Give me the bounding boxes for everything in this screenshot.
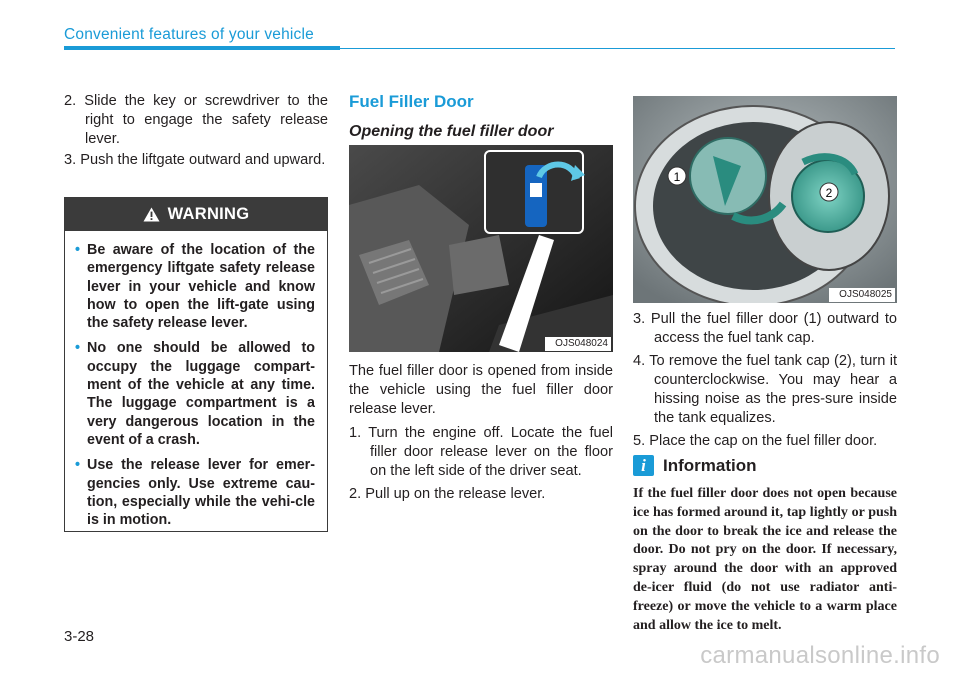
page-number: 3-28 <box>64 628 95 645</box>
callout-2: 2 <box>825 186 833 200</box>
step-2-pull: 2. Pull up on the release lever. <box>349 486 546 502</box>
fuel-cap-figure <box>633 96 897 303</box>
warning-bullet: • No one should be allowed to occupy the luggage compart-ment of the vehicle at any time. The luggage compartment is a very dangerous location in the event of a crash. <box>75 340 315 448</box>
fuel-filler-subtitle: Opening the fuel filler door <box>349 123 554 140</box>
step-1: 1. Turn the engine off. Locate the fuel filler door release lever on the floor on the left side of the driver seat. <box>349 425 614 479</box>
information-icon: i <box>633 455 654 476</box>
step-3-pull-door: 3. Pull the fuel filler door (1) outward to access the fuel tank cap. <box>633 311 897 346</box>
step-3: 3. Push the liftgate outward and upward. <box>64 152 326 168</box>
information-text: If the fuel filler door does not open because ice has formed around it, tap lightly or push on the door to break the ice and release the door. Do not pry on the door. If necessary, spray around the door with an approved de-icer fluid (do not use radiator anti-freeze) or move the vehicle to a warm place and allow the ice to melt. <box>633 486 897 633</box>
release-lever-figure <box>349 145 613 352</box>
callout-1: 1 <box>673 170 681 184</box>
intro-paragraph: The fuel filler door is opened from inside the vehicle using the fuel filler door release lever. <box>349 363 613 417</box>
header-rule-thin <box>340 48 895 50</box>
release-lever-illustration <box>349 145 613 352</box>
watermark: carmanualsonline.info <box>700 642 940 669</box>
warning-bullet: • Be aware of the location of the emergency liftgate safety release lever in your vehicle and know how to open the lift-gate using the safety release lever. <box>75 242 315 332</box>
section-header-title: Convenient features of your vehicle <box>64 26 314 43</box>
step-5-place-cap: 5. Place the cap on the fuel filler door. <box>633 433 878 449</box>
left-steps <box>64 92 328 172</box>
fuel-instructions-b <box>633 310 897 453</box>
information-label: Information <box>663 455 757 475</box>
step-4-remove-cap: 4. To remove the fuel tank cap (2), turn it counterclockwise. You may hear a hissing noise as the pres-sure inside the tank equalizes. <box>633 353 897 426</box>
fuel-cap-illustration <box>633 96 897 303</box>
warning-header <box>65 198 327 231</box>
warning-bullet: • Use the release lever for emer-gencies only. Use extreme cau-tion, especially while the vehi-cle is in motion. <box>75 457 315 529</box>
warning-title: WARNING <box>167 205 250 223</box>
header-rule-thick <box>64 46 340 50</box>
figure-code: OJS048024 <box>552 337 611 350</box>
fuel-section-heading <box>349 92 613 142</box>
step-2: 2. Slide the key or screwdriver to the right to engage the safety release lever. <box>64 93 329 147</box>
fuel-filler-title: Fuel Filler Door <box>349 92 474 111</box>
warning-box <box>64 197 328 532</box>
warning-triangle-icon <box>143 207 160 222</box>
information-header <box>633 455 757 476</box>
fuel-instructions-a <box>349 362 613 506</box>
figure-code: OJS048025 <box>836 288 895 301</box>
